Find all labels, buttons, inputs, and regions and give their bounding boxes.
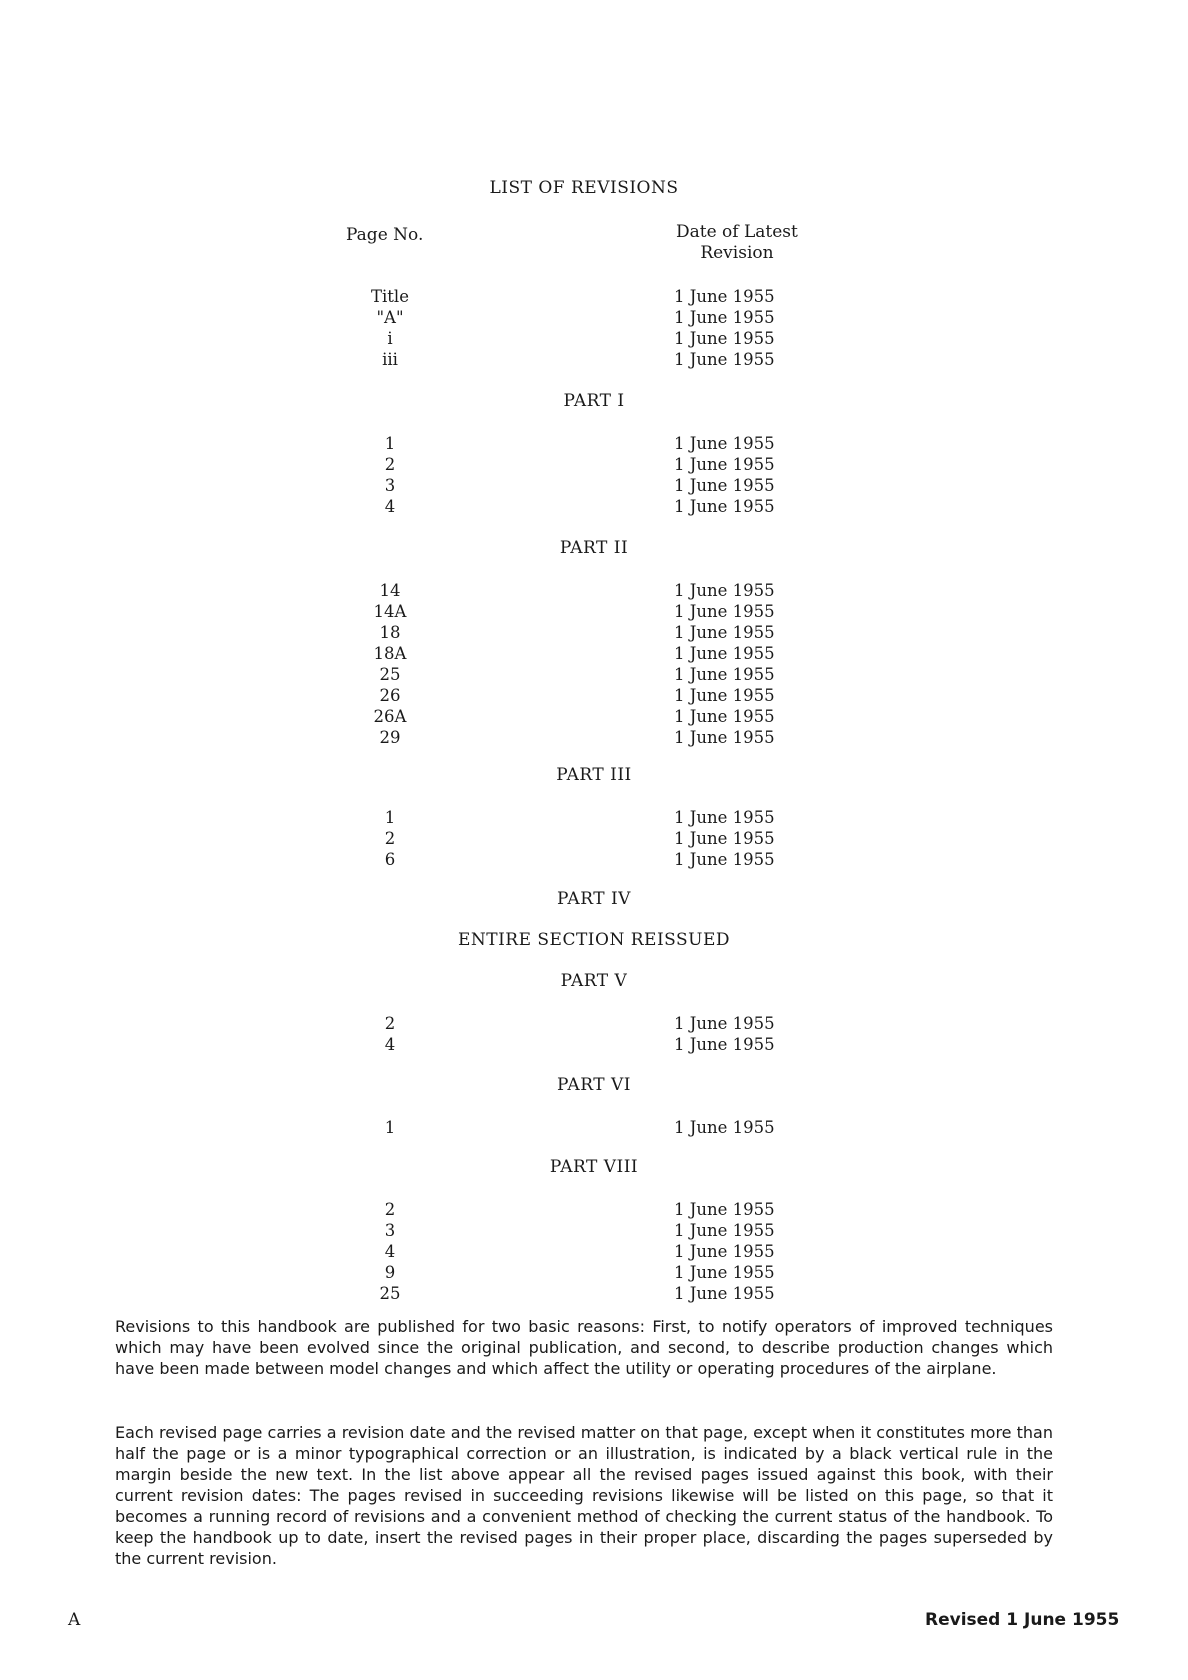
revision-row bbox=[0, 328, 1188, 349]
page-letter: A bbox=[68, 1610, 81, 1630]
page-number: 2 bbox=[384, 1014, 396, 1033]
revision-row bbox=[0, 349, 1188, 370]
part-heading: PART I bbox=[563, 391, 625, 411]
page-number: 29 bbox=[379, 728, 401, 747]
revision-date: 1 June 1955 bbox=[674, 1035, 775, 1054]
part-heading: PART III bbox=[556, 765, 632, 785]
page-number: 1 bbox=[384, 1118, 396, 1137]
revision-row bbox=[0, 286, 1188, 307]
revision-row bbox=[0, 433, 1188, 454]
page-number: 6 bbox=[384, 850, 396, 869]
revision-date: 1 June 1955 bbox=[674, 808, 775, 827]
page-number: 4 bbox=[384, 1242, 396, 1261]
date-header-line1: Date of Latest bbox=[676, 222, 798, 242]
revision-row bbox=[0, 1220, 1188, 1241]
page-number: 14 bbox=[379, 581, 401, 600]
revision-row bbox=[0, 664, 1188, 685]
page-number: i bbox=[387, 329, 393, 348]
revision-row bbox=[0, 454, 1188, 475]
revision-date: 1 June 1955 bbox=[674, 1242, 775, 1261]
part-heading: PART II bbox=[559, 538, 629, 558]
revision-row bbox=[0, 622, 1188, 643]
page-number: 18 bbox=[379, 623, 401, 642]
section-note: ENTIRE SECTION REISSUED bbox=[457, 930, 731, 950]
revision-date: 1 June 1955 bbox=[674, 1263, 775, 1282]
page-number: 14A bbox=[373, 602, 407, 621]
paragraph-instructions: Each revised page carries a revision date and the revised matter on that page, except when it constitutes more than half the page or is a minor typographical correction or an illustration, is indicated by a black vertical rule in the margin beside the new text. In the list above appear all the revised pages issued against this book, with their current revision dates: The pages revised in succeeding revisions likewise will be listed on this page, so that it becomes a running record of revisions and a convenient method of checking the current status of the handbook. To keep the handbook up to date, insert the revised pages in their proper place, discarding the pages superseded by the current revision. bbox=[115, 1423, 1053, 1568]
revision-date: 1 June 1955 bbox=[674, 434, 775, 453]
revision-date: 1 June 1955 bbox=[674, 455, 775, 474]
revision-row bbox=[0, 1199, 1188, 1220]
revision-row bbox=[0, 496, 1188, 517]
revision-date: 1 June 1955 bbox=[674, 308, 775, 327]
revision-row bbox=[0, 475, 1188, 496]
revision-row bbox=[0, 601, 1188, 622]
revision-row bbox=[0, 307, 1188, 328]
revision-date-footer: Revised 1 June 1955 bbox=[925, 1610, 1120, 1630]
revision-row bbox=[0, 1034, 1188, 1055]
revision-date: 1 June 1955 bbox=[674, 1118, 775, 1137]
part-heading: PART VIII bbox=[549, 1157, 639, 1177]
paragraph-reasons: Revisions to this handbook are published for two basic reasons: First, to notify operators of improved techniques which may have been evolved since the original publication, and second, to describe production changes which have been made between model changes and which affect the utility or operating procedures of the airplane. bbox=[115, 1317, 1053, 1378]
revision-row bbox=[0, 1262, 1188, 1283]
revision-date: 1 June 1955 bbox=[674, 665, 775, 684]
revision-row bbox=[0, 1283, 1188, 1304]
page-number: 26A bbox=[373, 707, 407, 726]
revision-date: 1 June 1955 bbox=[674, 581, 775, 600]
revision-row bbox=[0, 1241, 1188, 1262]
revision-row bbox=[0, 1013, 1188, 1034]
revision-row bbox=[0, 727, 1188, 748]
revision-date: 1 June 1955 bbox=[674, 350, 775, 369]
page-number: 1 bbox=[384, 434, 396, 453]
page-number: 3 bbox=[384, 1221, 396, 1240]
page-number: Title bbox=[371, 287, 409, 306]
page-number: "A" bbox=[376, 308, 404, 327]
page-no-header: Page No. bbox=[346, 225, 424, 245]
page-number: 25 bbox=[379, 1284, 401, 1303]
revision-date: 1 June 1955 bbox=[674, 850, 775, 869]
date-header bbox=[676, 222, 798, 264]
page-number: 4 bbox=[384, 497, 396, 516]
page-number: 1 bbox=[384, 808, 396, 827]
page-number: 4 bbox=[384, 1035, 396, 1054]
revision-row bbox=[0, 1117, 1188, 1138]
revision-date: 1 June 1955 bbox=[674, 728, 775, 747]
revision-row bbox=[0, 828, 1188, 849]
revision-date: 1 June 1955 bbox=[674, 623, 775, 642]
revision-date: 1 June 1955 bbox=[674, 1200, 775, 1219]
page-title: LIST OF REVISIONS bbox=[489, 178, 679, 198]
revision-date: 1 June 1955 bbox=[674, 1014, 775, 1033]
part-heading: PART IV bbox=[557, 889, 631, 909]
date-header-line2: Revision bbox=[700, 243, 774, 263]
page-number: 25 bbox=[379, 665, 401, 684]
revision-row bbox=[0, 580, 1188, 601]
page-number: 18A bbox=[373, 644, 407, 663]
revision-row bbox=[0, 807, 1188, 828]
page-number: iii bbox=[382, 350, 398, 369]
revision-date: 1 June 1955 bbox=[674, 686, 775, 705]
revision-row bbox=[0, 643, 1188, 664]
revision-row bbox=[0, 685, 1188, 706]
revision-row bbox=[0, 706, 1188, 727]
page-number: 26 bbox=[379, 686, 401, 705]
part-heading: PART V bbox=[560, 971, 628, 991]
revision-date: 1 June 1955 bbox=[674, 644, 775, 663]
revision-date: 1 June 1955 bbox=[674, 602, 775, 621]
revision-date: 1 June 1955 bbox=[674, 1221, 775, 1240]
revision-date: 1 June 1955 bbox=[674, 497, 775, 516]
revision-date: 1 June 1955 bbox=[674, 707, 775, 726]
revision-date: 1 June 1955 bbox=[674, 829, 775, 848]
revision-date: 1 June 1955 bbox=[674, 287, 775, 306]
revision-row bbox=[0, 849, 1188, 870]
revision-date: 1 June 1955 bbox=[674, 476, 775, 495]
page-number: 2 bbox=[384, 1200, 396, 1219]
revision-date: 1 June 1955 bbox=[674, 329, 775, 348]
page-number: 2 bbox=[384, 829, 396, 848]
part-heading: PART VI bbox=[557, 1075, 631, 1095]
page-number: 3 bbox=[384, 476, 396, 495]
page-number: 2 bbox=[384, 455, 396, 474]
page-number: 9 bbox=[384, 1263, 396, 1282]
revision-date: 1 June 1955 bbox=[674, 1284, 775, 1303]
